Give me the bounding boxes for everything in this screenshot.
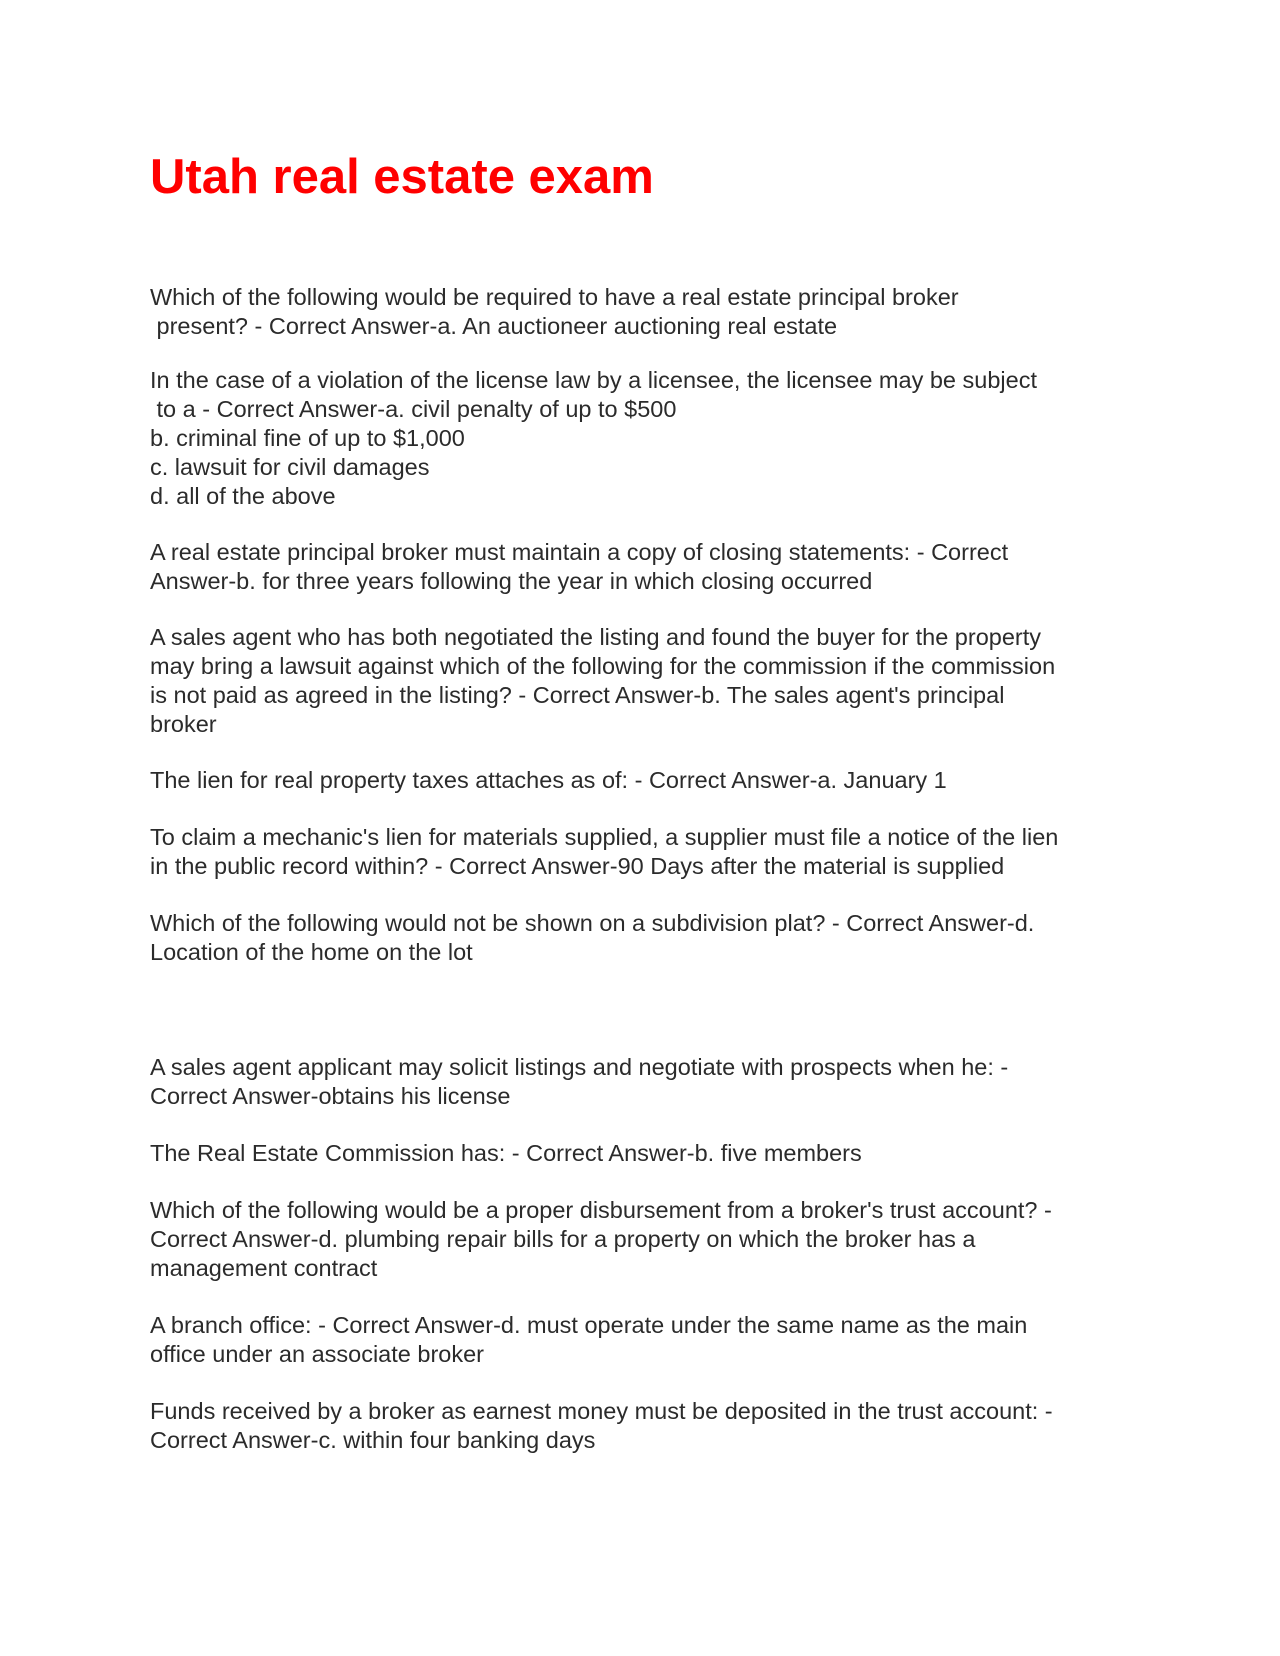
- text-line: A branch office: - Correct Answer-d. must operate under the same name as the main: [150, 1312, 1028, 1338]
- qa-item: [150, 909, 1034, 967]
- text-line: in the public record within? - Correct Answer-90 Days after the material is supplied: [150, 853, 1005, 879]
- text-line: Correct Answer-obtains his license: [150, 1083, 511, 1109]
- text-line: Which of the following would be required to have a real estate principal broker: [150, 284, 959, 310]
- text-line: may bring a lawsuit against which of the following for the commission if the commission: [150, 653, 1056, 679]
- text-line: The Real Estate Commission has: - Correct Answer-b. five members: [150, 1140, 862, 1166]
- text-line: Answer-b. for three years following the year in which closing occurred: [150, 568, 873, 594]
- qa-item: [150, 766, 947, 795]
- qa-item: [150, 1196, 1052, 1283]
- qa-item: [150, 1139, 862, 1168]
- page-title: Utah real estate exam: [150, 150, 654, 204]
- text-line: Which of the following would not be shown on a subdivision plat? - Correct Answer-d.: [150, 910, 1035, 936]
- text-line: Correct Answer-d. plumbing repair bills for a property on which the broker has a: [150, 1226, 976, 1252]
- text-line: c. lawsuit for civil damages: [150, 454, 430, 480]
- text-line: Funds received by a broker as earnest money must be deposited in the trust account: -: [150, 1398, 1053, 1424]
- qa-item: [150, 366, 1037, 511]
- text-line: management contract: [150, 1255, 378, 1281]
- text-line: broker: [150, 711, 217, 737]
- text-line: A real estate principal broker must maintain a copy of closing statements: - Correct: [150, 539, 1009, 565]
- qa-item: [150, 538, 1008, 596]
- qa-item: [150, 1311, 1027, 1369]
- text-line: In the case of a violation of the license law by a licensee, the licensee may be subject: [150, 367, 1037, 393]
- text-line: To claim a mechanic's lien for materials supplied, a supplier must file a notice of the lien: [150, 824, 1059, 850]
- qa-item: [150, 1053, 1008, 1111]
- text-line: The lien for real property taxes attaches as of: - Correct Answer-a. January 1: [150, 767, 947, 793]
- qa-item: [150, 823, 1058, 881]
- text-line: present? - Correct Answer-a. An auctioneer auctioning real estate: [150, 313, 838, 339]
- text-line: office under an associate broker: [150, 1341, 484, 1367]
- qa-item: [150, 283, 959, 341]
- text-line: is not paid as agreed in the listing? - Correct Answer-b. The sales agent's principal: [150, 682, 1005, 708]
- text-line: A sales agent who has both negotiated the listing and found the buyer for the property: [150, 624, 1042, 650]
- text-line: Correct Answer-c. within four banking days: [150, 1427, 596, 1453]
- qa-item: [150, 1397, 1053, 1455]
- qa-item: [150, 623, 1055, 739]
- text-line: A sales agent applicant may solicit listings and negotiate with prospects when he: -: [150, 1054, 1009, 1080]
- text-line: d. all of the above: [150, 483, 336, 509]
- text-line: to a - Correct Answer-a. civil penalty of up to $500: [150, 396, 677, 422]
- text-line: b. criminal fine of up to $1,000: [150, 425, 465, 451]
- text-line: Which of the following would be a proper disbursement from a broker's trust account? -: [150, 1197, 1052, 1223]
- text-line: Location of the home on the lot: [150, 939, 473, 965]
